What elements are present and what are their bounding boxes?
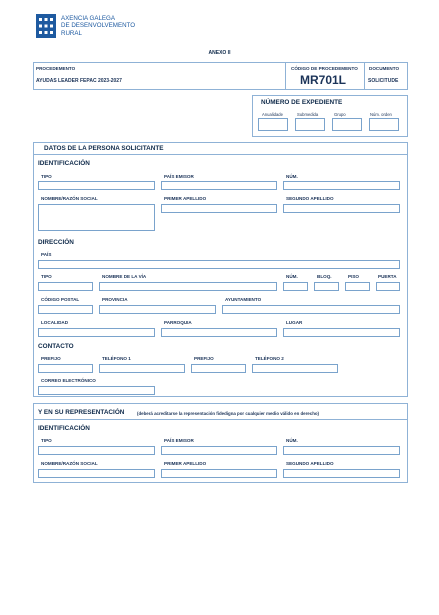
applicant-num-label: NÚM. [286,174,298,179]
applicant-localidad-label: LOCALIDAD [41,320,69,325]
rep-nombre-input[interactable] [38,469,155,478]
applicant-bloq-input[interactable] [314,282,339,291]
applicant-pais-emisor-label: PAÍS EMISOR [164,174,194,179]
applicant-piso-input[interactable] [345,282,370,291]
agency-name-line1: AXENCIA GALEGA [61,15,115,22]
applicant-pais-emisor-input[interactable] [161,181,277,190]
applicant-localidad-input[interactable] [38,328,155,337]
applicant-parroquia-input[interactable] [161,328,277,337]
applicant-bloq-label: BLOQ. [317,274,332,279]
applicant-address-title: DIRECCIÓN [38,239,74,246]
agency-name-line2: DE DESENVOLVEMENTO [61,22,136,30]
applicant-nombre-via-input[interactable] [99,282,277,291]
rep-num-label: NÚM. [286,438,298,443]
applicant-via-num-input[interactable] [283,282,308,291]
applicant-provincia-input[interactable] [99,305,216,314]
applicant-puerta-label: PUERTA [378,274,397,279]
applicant-cp-input[interactable] [38,305,93,314]
rep-num-input[interactable] [283,446,400,455]
expediente-anualidade-label: Anualidade [262,112,283,117]
applicant-nombre-label: NOMBRE/RAZÓN SOCIAL [41,196,98,201]
procedure-value: AYUDAS LEADER FEPAC 2023-2027 [36,78,122,84]
representative-title: Y EN SU REPRESENTACIÓN [38,409,125,416]
applicant-ayuntamiento-input[interactable] [222,305,400,314]
expediente-orden-input[interactable] [369,118,399,131]
rep-segundo-apellido-label: SEGUNDO APELLIDO [286,461,334,466]
applicant-prefijo2-input[interactable] [191,364,246,373]
agency-name [61,15,135,37]
procedure-code-label: CÓDIGO DE PROCEDEMENTO [291,66,358,71]
agency-logo [36,14,56,38]
agency-name-line3: RURAL [61,29,82,37]
expediente-title: NÚMERO DE EXPEDIENTE [261,99,343,106]
rep-pais-emisor-label: PAÍS EMISOR [164,438,194,443]
rep-pais-emisor-input[interactable] [161,446,277,455]
applicant-telefono1-label: TELÉFONO 1 [102,356,131,361]
expediente-orden-label: Núm. orden [370,112,392,117]
applicant-prefijo1-label: PREFIJO [41,356,61,361]
agency-logo-icon [36,14,56,38]
applicant-pais-input[interactable] [38,260,400,269]
applicant-correo-label: CORREO ELECTRÓNICO [41,378,96,383]
expediente-submedida-input[interactable] [295,118,325,131]
applicant-puerta-input[interactable] [376,282,400,291]
applicant-lugar-label: LUGAR [286,320,303,325]
applicant-telefono2-label: TELÉFONO 2 [255,356,284,361]
applicant-cp-label: CÓDIGO POSTAL [41,297,80,302]
expediente-anualidade-input[interactable] [258,118,288,131]
rep-nombre-label: NOMBRE/RAZÓN SOCIAL [41,461,98,466]
applicant-via-tipo-input[interactable] [38,282,93,291]
annex-title: ANEXO II [208,50,231,56]
rep-primer-apellido-label: PRIMER APELLIDO [164,461,207,466]
procedure-label: PROCEDEMENTO [36,66,76,71]
applicant-prefijo1-input[interactable] [38,364,93,373]
rep-segundo-apellido-input[interactable] [283,469,400,478]
applicant-lugar-input[interactable] [283,328,400,337]
representative-identification-title: IDENTIFICACIÓN [38,425,90,432]
rep-primer-apellido-input[interactable] [161,469,277,478]
rep-tipo-input[interactable] [38,446,155,455]
representative-note: (deberá acreditarse la representación fidedigna por cualquier medio válido en derecho) [137,411,320,416]
document-value: SOLICITUDE [368,78,399,84]
applicant-pais-label: PAÍS [41,252,52,257]
applicant-title: DATOS DE LA PERSONA SOLICITANTE [44,145,164,152]
expediente-submedida-label: Submedida [297,112,319,117]
applicant-nombre-via-label: NOMBRE DE LA VÍA [102,274,147,279]
applicant-parroquia-label: PARROQUIA [164,320,192,325]
applicant-identification-title: IDENTIFICACIÓN [38,160,90,167]
applicant-num-input[interactable] [283,181,400,190]
expediente-grupo-label: Grupo [334,112,346,117]
applicant-primer-apellido-label: PRIMER APELLIDO [164,196,207,201]
applicant-tipo-label: TIPO [41,174,52,179]
applicant-segundo-apellido-label: SEGUNDO APELLIDO [286,196,334,201]
applicant-via-tipo-label: TIPO [41,274,52,279]
procedure-code-value: MR701L [300,73,347,87]
applicant-primer-apellido-input[interactable] [161,204,277,213]
applicant-provincia-label: PROVINCIA [102,297,128,302]
document-label: DOCUMENTO [369,66,400,71]
applicant-correo-input[interactable] [38,386,155,395]
applicant-nombre-input[interactable] [38,204,155,231]
applicant-prefijo2-label: PREFIJO [194,356,214,361]
rep-tipo-label: TIPO [41,438,52,443]
expediente-grupo-input[interactable] [332,118,362,131]
applicant-ayuntamiento-label: AYUNTAMIENTO [225,297,262,302]
applicant-telefono2-input[interactable] [252,364,338,373]
applicant-telefono1-input[interactable] [99,364,185,373]
applicant-contact-title: CONTACTO [38,343,74,350]
applicant-tipo-input[interactable] [38,181,155,190]
applicant-segundo-apellido-input[interactable] [283,204,400,213]
applicant-piso-label: PISO [348,274,359,279]
applicant-via-num-label: NÚM. [286,274,298,279]
